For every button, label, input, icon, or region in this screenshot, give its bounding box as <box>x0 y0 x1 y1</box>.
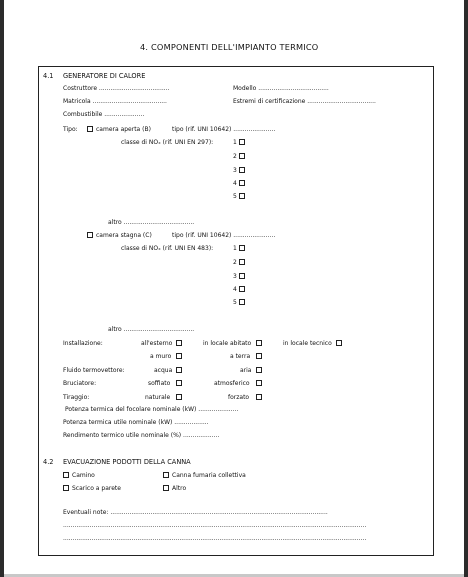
classe-3-checkbox[interactable] <box>239 273 245 279</box>
canna-fumaria-checkbox[interactable] <box>163 472 169 478</box>
modello-field[interactable]: Modello ..................................... <box>233 85 329 92</box>
classe-1-label: 1 <box>233 139 237 146</box>
page-title: 4. COMPONENTI DELL'IMPIANTO TERMICO <box>140 42 319 52</box>
locale-abitato-label: in locale abitato <box>203 340 252 347</box>
classe-4-label: 4 <box>233 180 237 187</box>
viewer-edge-right <box>464 0 468 577</box>
canna-fumaria-label: Canna fumaria collettiva <box>172 472 246 479</box>
classe-2-checkbox[interactable] <box>239 153 245 159</box>
naturale-label: naturale <box>145 394 171 401</box>
camera-aperta-label: camera aperta (B) <box>96 126 151 133</box>
viewer-edge-left <box>0 0 4 577</box>
aria-label: aria <box>240 367 252 374</box>
tiraggio-label: Tiraggio: <box>63 394 90 401</box>
classe-3-label: 3 <box>233 273 237 280</box>
all-esterno-checkbox[interactable] <box>176 340 182 346</box>
tipo-rif-field-1[interactable]: tipo (rif. UNI 10642) ...................... <box>172 126 276 133</box>
section-4-1-number: 4.1 <box>43 72 54 80</box>
acqua-label: acqua <box>154 367 173 374</box>
installazione-label: Installazione: <box>63 340 103 347</box>
soffiato-label: soffiato <box>148 380 171 387</box>
soffiato-checkbox[interactable] <box>176 380 182 386</box>
scarico-parete-checkbox[interactable] <box>63 485 69 491</box>
classe-4-label: 4 <box>233 286 237 293</box>
classe-3-checkbox[interactable] <box>239 167 245 173</box>
potenza-focolare-field[interactable]: Potenza termica del focolare nominale (kW) ..................... <box>65 406 239 413</box>
classe-4-checkbox[interactable] <box>239 180 245 186</box>
classe-5-checkbox[interactable] <box>239 299 245 305</box>
matricola-field[interactable]: Matricola ....................................... <box>63 98 167 105</box>
section-4-2-heading: EVACUAZIONE PODOTTI DELLA CANNA <box>63 458 191 466</box>
altro-field-1[interactable]: altro ..................................... <box>108 219 195 226</box>
locale-tecnico-label: in locale tecnico <box>283 340 332 347</box>
classe-1-label: 1 <box>233 245 237 252</box>
costruttore-field[interactable]: Costruttore ..................................... <box>63 85 170 92</box>
camera-stagna-checkbox[interactable] <box>87 232 93 238</box>
all-esterno-label: all'esterno <box>141 340 173 347</box>
camino-label: Camino <box>72 472 95 479</box>
classe-5-checkbox[interactable] <box>239 193 245 199</box>
combustibile-field[interactable]: Combustibile ..................... <box>63 111 145 118</box>
classe-nox-label-1: classe di NOₓ (rif. UNI EN 297): <box>121 139 214 146</box>
a-muro-checkbox[interactable] <box>176 353 182 359</box>
altro-field-2[interactable]: altro ..................................... <box>108 326 195 333</box>
classe-2-label: 2 <box>233 259 237 266</box>
atmosferico-label: atmosferico <box>214 380 250 387</box>
fluido-label: Fluido termovettore: <box>63 367 125 374</box>
forzato-label: forzato <box>228 394 250 401</box>
classe-5-label: 5 <box>233 193 237 200</box>
acqua-checkbox[interactable] <box>176 367 182 373</box>
camera-stagna-label: camera stagna (C) <box>96 232 152 239</box>
classe-1-checkbox[interactable] <box>239 245 245 251</box>
note-line-1[interactable]: ............................................................................................................................................................... <box>63 522 367 529</box>
camino-checkbox[interactable] <box>63 472 69 478</box>
a-terra-label: a terra <box>230 353 251 360</box>
locale-tecnico-checkbox[interactable] <box>336 340 342 346</box>
aria-checkbox[interactable] <box>256 367 262 373</box>
classe-5-label: 5 <box>233 299 237 306</box>
bruciatore-label: Bruciatore: <box>63 380 97 387</box>
potenza-utile-field[interactable]: Potenza termica utile nominale (kW) .................. <box>63 419 209 426</box>
scarico-parete-label: Scarico a parete <box>72 485 121 492</box>
rendimento-field[interactable]: Rendimento termico utile nominale (%) ................... <box>63 432 220 439</box>
section-4-2-number: 4.2 <box>43 458 54 466</box>
classe-2-checkbox[interactable] <box>239 259 245 265</box>
section-4-1-heading: GENERATORE DI CALORE <box>63 72 146 80</box>
estremi-certificazione-field[interactable]: Estremi di certificazione .................................... <box>233 98 376 105</box>
classe-nox-label-2: classe di NOₓ (rif. UNI EN 483): <box>121 245 214 252</box>
classe-3-label: 3 <box>233 167 237 174</box>
classe-1-checkbox[interactable] <box>239 139 245 145</box>
tipo-label: Tipo: <box>63 126 78 133</box>
forzato-checkbox[interactable] <box>256 394 262 400</box>
a-terra-checkbox[interactable] <box>256 353 262 359</box>
altro-checkbox[interactable] <box>163 485 169 491</box>
atmosferico-checkbox[interactable] <box>256 380 262 386</box>
naturale-checkbox[interactable] <box>176 394 182 400</box>
tipo-rif-field-2[interactable]: tipo (rif. UNI 10642) ...................... <box>172 232 276 239</box>
classe-2-label: 2 <box>233 153 237 160</box>
camera-aperta-checkbox[interactable] <box>87 126 93 132</box>
eventuali-note-field[interactable]: Eventuali note: .................................................................................................................. <box>63 509 328 516</box>
note-line-2[interactable]: ............................................................................................................................................................... <box>63 535 367 542</box>
altro-label: Altro <box>172 485 187 492</box>
locale-abitato-checkbox[interactable] <box>256 340 262 346</box>
classe-4-checkbox[interactable] <box>239 286 245 292</box>
a-muro-label: a muro <box>150 353 172 360</box>
